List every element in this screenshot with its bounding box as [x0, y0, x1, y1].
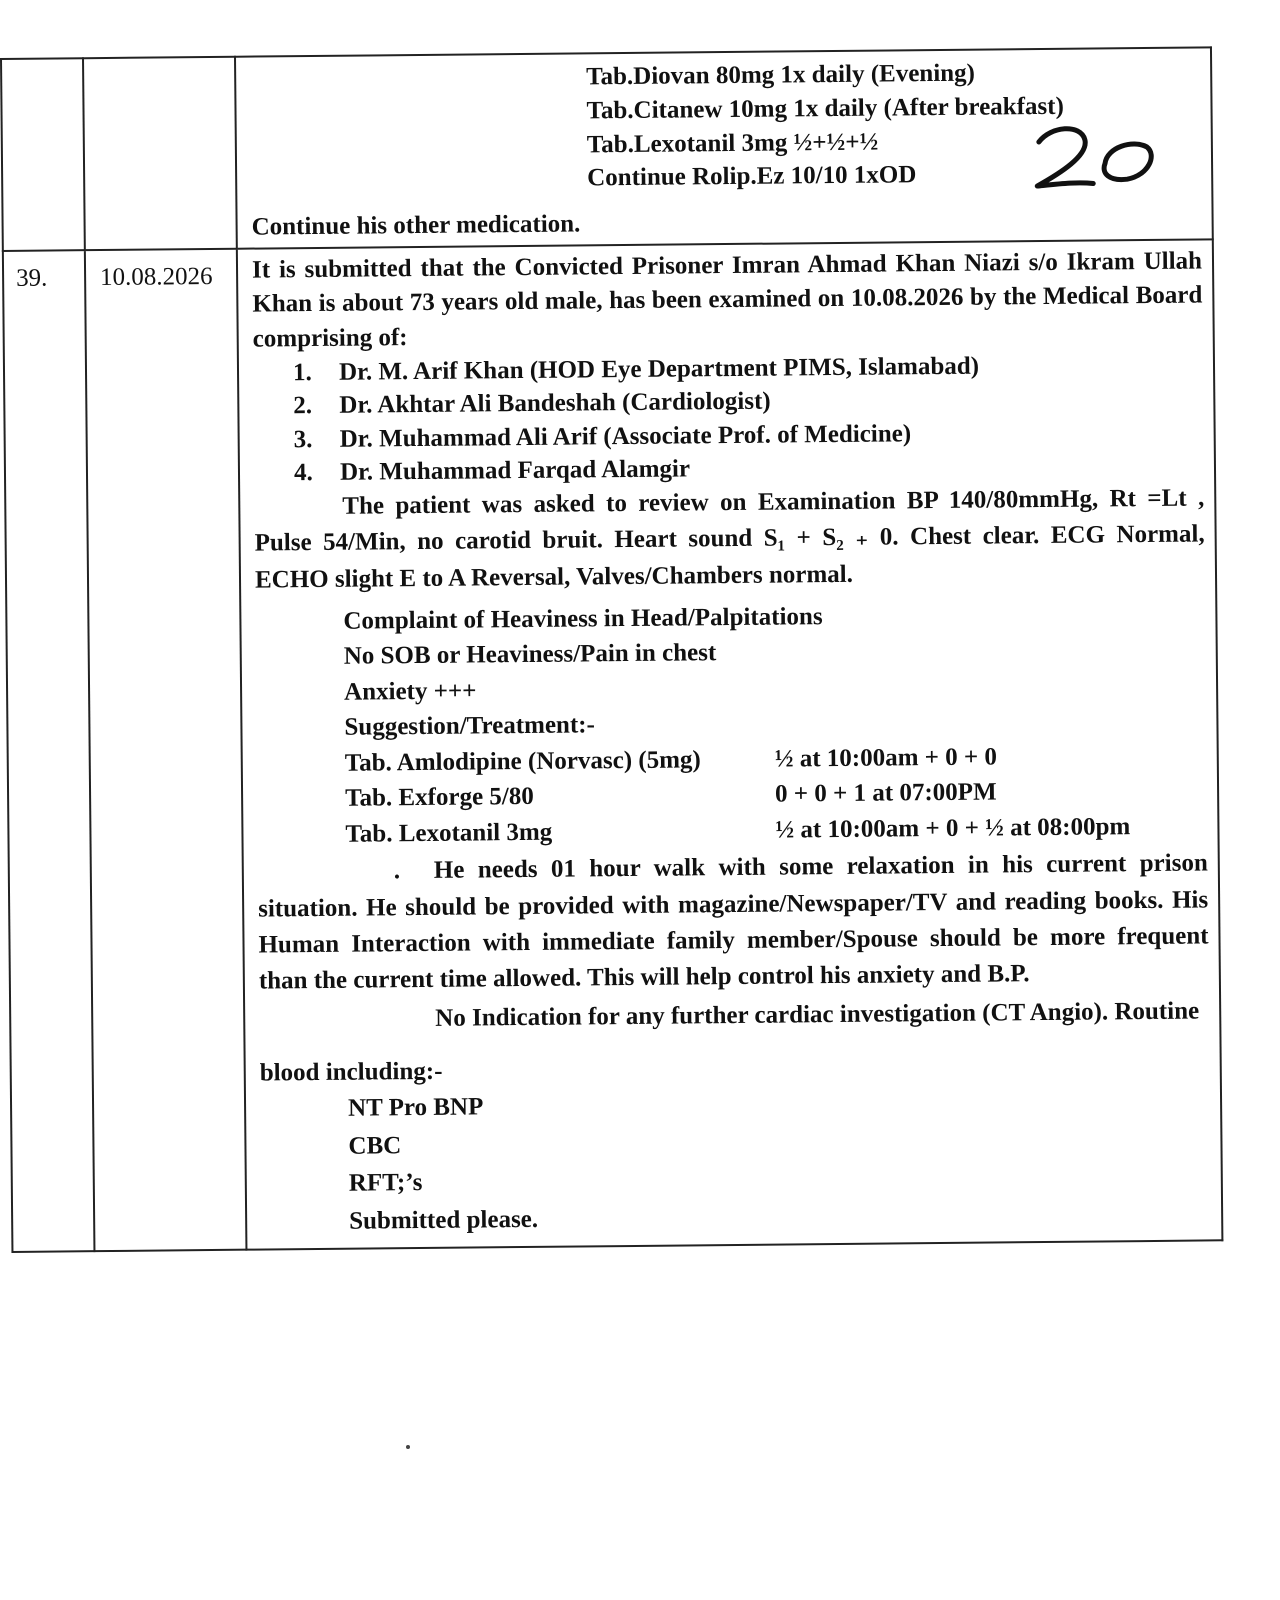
- prev-content-cell: [235, 47, 1213, 248]
- board-member-name: Dr. M. Arif Khan (HOD Eye Department PIMS, Islamabad): [338, 352, 980, 386]
- prev-serial-cell: [1, 58, 85, 250]
- handwritten-signature: [1029, 123, 1160, 194]
- medical-log-table: [0, 46, 1223, 1253]
- drug-name: Tab. Amlodipine (Norvasc) (5mg): [344, 746, 701, 777]
- test-item: RFT;’s: [348, 1169, 423, 1197]
- drug-name: Tab. Exforge 5/80: [344, 783, 534, 812]
- intro-exam-date: 10.08.2026: [850, 283, 964, 312]
- blood-intro: blood including:-: [259, 1057, 443, 1087]
- complaint-line: Complaint of Heaviness in Head/Palpitations: [343, 602, 823, 635]
- prev-med-line: Tab.Diovan 80mg 1x daily (Evening): [586, 59, 976, 91]
- drug-name: Tab. Lexotanil 3mg: [345, 818, 553, 848]
- board-member-name: Dr. Muhammad Ali Arif (Associate Prof. of Medicine): [339, 419, 912, 453]
- entry-row-39: [3, 239, 1223, 1252]
- tests-list: [260, 1082, 1211, 1241]
- medical-board-list: [253, 347, 1204, 489]
- board-member-number: 1.: [292, 359, 312, 387]
- prev-med-line: Continue Rolip.Ez 10/10 1xOD: [587, 161, 917, 192]
- treatment-list: [257, 737, 1208, 853]
- test-item: CBC: [348, 1131, 402, 1160]
- complaint-line: Anxiety +++: [343, 677, 477, 706]
- treatment-heading: Suggestion/Treatment:-: [344, 711, 596, 741]
- medical-log-table-wrapper: [0, 46, 1237, 1253]
- walk-paragraph: [258, 846, 1209, 1000]
- intro-text-b: by the Medical Board comprising of:: [252, 281, 1203, 353]
- prev-continue-note: Continue his other medication.: [251, 210, 581, 241]
- prev-entry-row: [1, 47, 1213, 250]
- prev-date-cell: [83, 57, 237, 250]
- board-member-number: 4.: [293, 458, 313, 486]
- drug-dose: ½ at 10:00am + 0 + ½ at 08:00pm: [775, 812, 1131, 844]
- walk-text: He needs 01 hour walk with some relaxation in his current prison situation. He should be provided with magazine/Newspaper/TV and reading books. His Human Interaction with immediate family member/Spouse should be more frequent than the current time allowed. This will help control his anxiety and B.P.: [258, 849, 1209, 995]
- board-member-number: 2.: [293, 392, 313, 420]
- intro-paragraph: [252, 244, 1203, 357]
- board-member-number: 3.: [293, 425, 313, 453]
- board-member-name: Dr. Akhtar Ali Bandeshah (Cardiologist): [339, 387, 771, 420]
- serial-number: 39.: [3, 250, 95, 1252]
- entry-content-cell: [237, 239, 1223, 1250]
- closing-line: Submitted please.: [349, 1205, 539, 1235]
- drug-dose: ½ at 10:00am + 0 + 0: [774, 743, 998, 773]
- prev-med-line: Tab.Citanew 10mg 1x daily (After breakfast): [586, 92, 1064, 125]
- cardiac-paragraph: No Indication for any further cardiac investigation (CT Angio). Routine: [435, 997, 1200, 1033]
- complaint-line: No SOB or Heaviness/Pain in chest: [343, 639, 717, 670]
- complaints-list: [255, 595, 1206, 746]
- stray-mark: [406, 1445, 410, 1449]
- drug-dose: 0 + 0 + 1 at 07:00PM: [774, 778, 997, 808]
- board-member-name: Dr. Muhammad Farqad Alamgir: [339, 455, 691, 486]
- intro-text-a: It is submitted that the Convicted Prisoner Imran Ahmad Khan Niazi s/o Ikram Ullah Khan is about 73 years old male, has been examined on: [251, 246, 1203, 318]
- entry-date: 10.08.2026: [85, 248, 247, 1251]
- prev-med-line: Tab.Lexotanil 3mg ½+½+½: [586, 128, 879, 158]
- bullet-mark: .: [393, 857, 401, 885]
- test-item: NT Pro BNP: [347, 1093, 484, 1122]
- examination-paragraph: The patient was asked to review on Examination BP 140/80mmHg, Rt =Lt , Pulse 54/Min, no carotid bruit. Heart sound S₁ + S₂ ₊ 0. Chest clear. ECG Normal, ECHO slight E to A Reversal, Valves/Chambers normal.: [254, 484, 1205, 594]
